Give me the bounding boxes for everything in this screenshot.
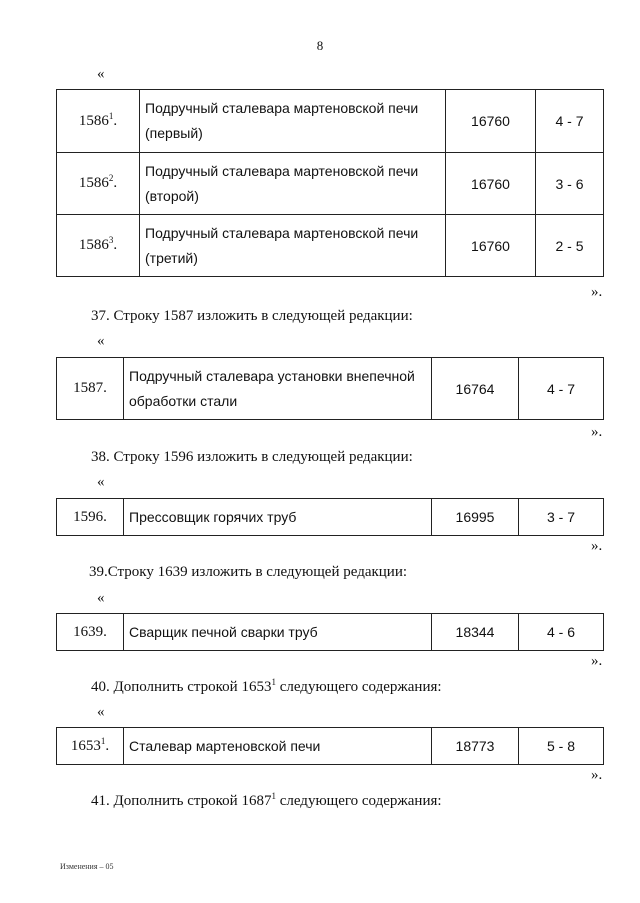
profession-name: Подручный сталевара установки внепечной обработки стали	[124, 358, 432, 420]
row-number: 1639.	[57, 614, 124, 651]
profession-name: Сталевар мартеновской печи	[124, 728, 432, 765]
table-row	[57, 215, 604, 277]
table-row-1653-1	[56, 727, 604, 765]
grade-range: 3 - 7	[519, 499, 604, 536]
quote-open: «	[97, 333, 105, 349]
profession-name: Подручный сталевара мартеновской печи (третий)	[140, 215, 446, 277]
table-row	[57, 153, 604, 215]
page-number: 8	[316, 38, 324, 53]
profession-code: 16760	[446, 215, 536, 277]
table-row-1596	[56, 498, 604, 536]
table-row	[57, 499, 604, 536]
quote-open: «	[97, 474, 105, 490]
table-row	[57, 614, 604, 651]
instruction-41: 41. Дополнить строкой 1687$^1$ следующего содержания:	[91, 791, 442, 809]
quote-open: «	[97, 704, 105, 720]
quote-open: «	[97, 590, 105, 606]
table-row	[57, 728, 604, 765]
row-number: 1596.	[57, 499, 124, 536]
row-number: 1586$^1$.	[57, 90, 140, 153]
quote-close: ».	[591, 284, 603, 300]
quote-close: ».	[591, 424, 603, 440]
instruction-38: 38. Строку 1596 изложить в следующей редакции:	[91, 449, 413, 465]
profession-code: 16764	[432, 358, 519, 420]
profession-code: 16995	[432, 499, 519, 536]
table-row-1639	[56, 613, 604, 651]
table-row	[57, 90, 604, 153]
instruction-37: 37. Строку 1587 изложить в следующей редакции:	[91, 308, 413, 324]
table-row-1587	[56, 357, 604, 420]
profession-name: Прессовщик горячих труб	[124, 499, 432, 536]
profession-name: Сварщик печной сварки труб	[124, 614, 432, 651]
quote-open: «	[97, 66, 105, 82]
row-number: 1653$^1$.	[57, 728, 124, 765]
row-number: 1587.	[57, 358, 124, 420]
footer-note: Изменения – 05	[60, 862, 114, 871]
row-number: 1586$^2$.	[57, 153, 140, 215]
table-row	[57, 358, 604, 420]
profession-code: 16760	[446, 153, 536, 215]
profession-name: Подручный сталевара мартеновской печи (первый)	[140, 90, 446, 153]
instruction-40: 40. Дополнить строкой 1653$^1$ следующего содержания:	[91, 677, 442, 695]
table-block-1	[56, 89, 604, 277]
grade-range: 2 - 5	[536, 215, 604, 277]
profession-name: Подручный сталевара мартеновской печи (второй)	[140, 153, 446, 215]
grade-range: 4 - 6	[519, 614, 604, 651]
grade-range: 5 - 8	[519, 728, 604, 765]
grade-range: 3 - 6	[536, 153, 604, 215]
grade-range: 4 - 7	[536, 90, 604, 153]
quote-close: ».	[591, 653, 603, 669]
profession-code: 16760	[446, 90, 536, 153]
quote-close: ».	[591, 538, 603, 554]
row-number: 1586$^3$.	[57, 215, 140, 277]
quote-close: ».	[591, 767, 603, 783]
profession-code: 18344	[432, 614, 519, 651]
profession-code: 18773	[432, 728, 519, 765]
instruction-39: 39.Строку 1639 изложить в следующей редакции:	[89, 564, 408, 580]
grade-range: 4 - 7	[519, 358, 604, 420]
